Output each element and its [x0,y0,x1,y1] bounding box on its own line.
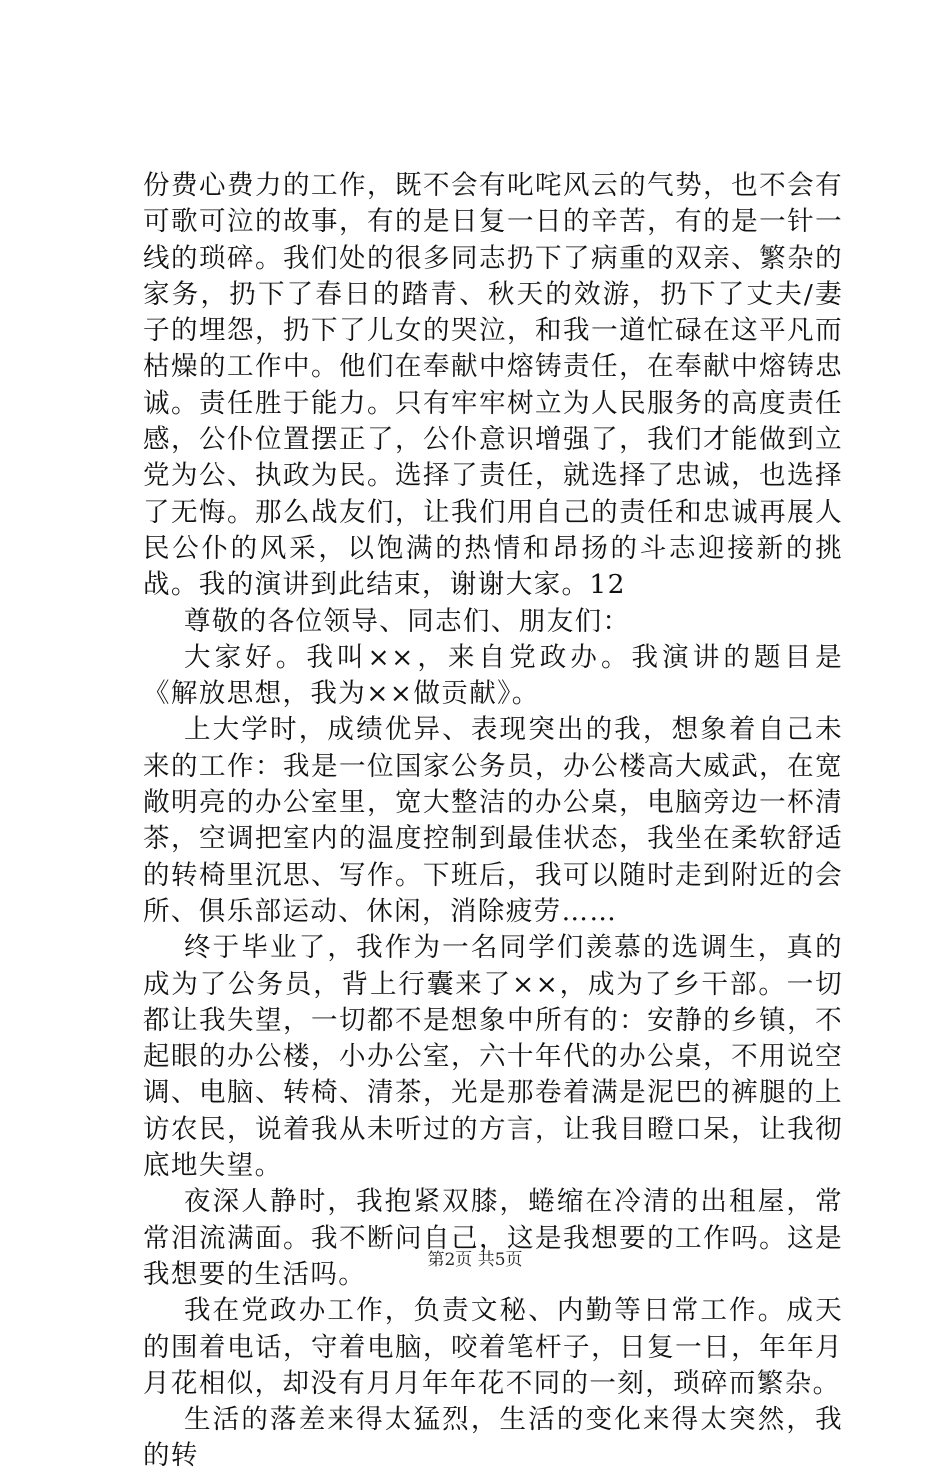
document-body [143,168,843,1475]
paragraph: 生活的落差来得太猛烈，生活的变化来得太突然，我的转 [143,1404,843,1472]
page-number-footer: 第2页 共5页 [427,1250,523,1270]
paragraph: 夜深人静时，我抱紧双膝，蜷缩在冷清的出租屋，常常泪流满面。我不断问自己，这是我想要的工作吗。这是我想要的生活吗。 [143,1186,843,1290]
paragraph: 上大学时，成绩优异、表现突出的我，想象着自己未来的工作：我是一位国家公务员，办公楼高大威武，在宽敞明亮的办公室里，宽大整洁的办公桌，电脑旁边一杯清茶，空调把室内的温度控制到最佳状态，我坐在柔软舒适的转椅里沉思、写作。下班后，我可以随时走到附近的会所、俱乐部运动、休闲，消除疲劳…… [143,714,843,927]
paragraph: 大家好。我叫××，来自党政办。我演讲的题目是《解放思想，我为××做贡献》。 [143,641,843,710]
paragraph: 终于毕业了，我作为一名同学们羡慕的选调生，真的成为了公务员，背上行囊来了××，成为了乡干部。一切都让我失望，一切都不是想象中所有的：安静的乡镇，不起眼的办公楼，小办公室，六十年代的办公桌，不用说空调、电脑、转椅、清茶，光是那卷着满是泥巴的裤腿的上访农民，说着我从未听过的方言，让我目瞪口呆，让我彻底地失望。 [143,932,843,1182]
paragraph: 份费心费力的工作，既不会有叱咤风云的气势，也不会有可歌可泣的故事，有的是日复一日的辛苦，有的是一针一线的琐碎。我们处的很多同志扔下了病重的双亲、繁杂的家务，扔下了春日的踏青、秋天的效游，扔下了丈夫/妻子的埋怨，扔下了儿女的哭泣，和我一道忙碌在这平凡而枯燥的工作中。他们在奉献中熔铸责任，在奉献中熔铸忠诚。责任胜于能力。只有牢牢树立为人民服务的高度责任感，公仆位置摆正了，公仆意识增强了，我们才能做到立党为公、执政为民。选择了责任，就选择了忠诚，也选择了无悔。那么战友们，让我们用自己的责任和忠诚再展人民公仆的风采，以饱满的热情和昂扬的斗志迎接新的挑战。我的演讲到此结束，谢谢大家。12 [143,170,843,601]
paragraph: 尊敬的各位领导、同志们、朋友们： [184,605,631,637]
paragraph: 我在党政办工作，负责文秘、内勤等日常工作。成天的围着电话，守着电脑，咬着笔杆子，日复一日，年年月月花相似，却没有月月年年花不同的一刻，琐碎而繁杂。 [143,1295,843,1399]
